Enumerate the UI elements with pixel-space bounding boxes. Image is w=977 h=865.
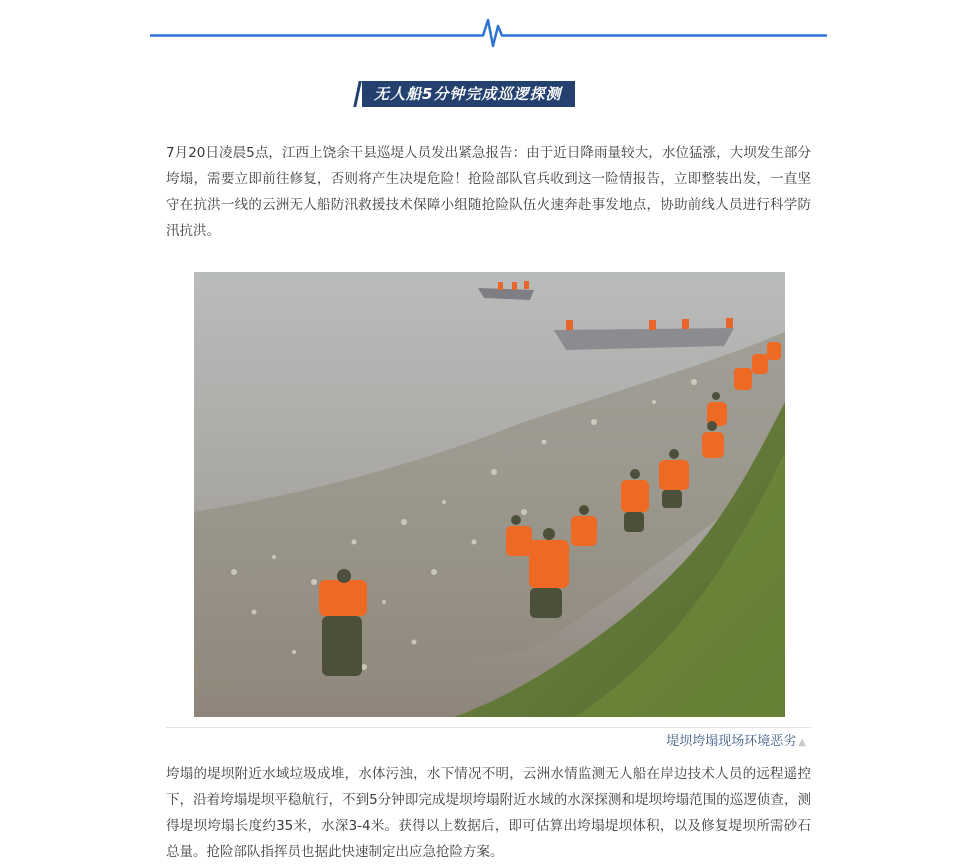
caret-up-icon: ▲ <box>798 737 806 748</box>
section-title-badge <box>362 81 575 107</box>
photo-caption-text: 堤坝垮塌现场环境恶劣 <box>666 734 797 749</box>
paragraph-detail: 垮塌的堤坝附近水域垃圾成堆，水体污浊，水下情况不明，云洲水情监测无人船在岸边技术人员的远程遥控下，沿着垮塌堤坝平稳航行，不到5分钟即完成堤坝垮塌附近水域的水深探测和堤坝垮塌范围的巡逻侦查，测得堤坝垮塌长度约35米，水深3-4米。获得以上数据后，即可估算出垮塌堤坝体积，以及修复堤坝所需砂石总量。抢险部队指挥员也据此快速制定出应急抢险方案。 <box>166 766 811 860</box>
section-title: 无人船5分钟完成巡逻探测 <box>362 81 575 107</box>
flood-rescue-photo <box>194 272 785 717</box>
caption-divider <box>166 727 811 728</box>
header-divider-pulse-line <box>0 0 977 60</box>
photo-caption <box>666 730 806 749</box>
paragraph-intro: 7月20日凌晨5点，江西上饶余干县巡堤人员发出紧急报告：由于近日降雨量较大，水位猛涨，大坝发生部分垮塌，需要立即前往修复，否则将产生决堤危险！抢险部队官兵收到这一险情报告，立即整装出发，一直坚守在抗洪一线的云洲无人船防汛救援技术保障小组随抢险队伍火速奔赴事发地点，协助前线人员进行科学防汛抗洪。 <box>166 145 811 239</box>
